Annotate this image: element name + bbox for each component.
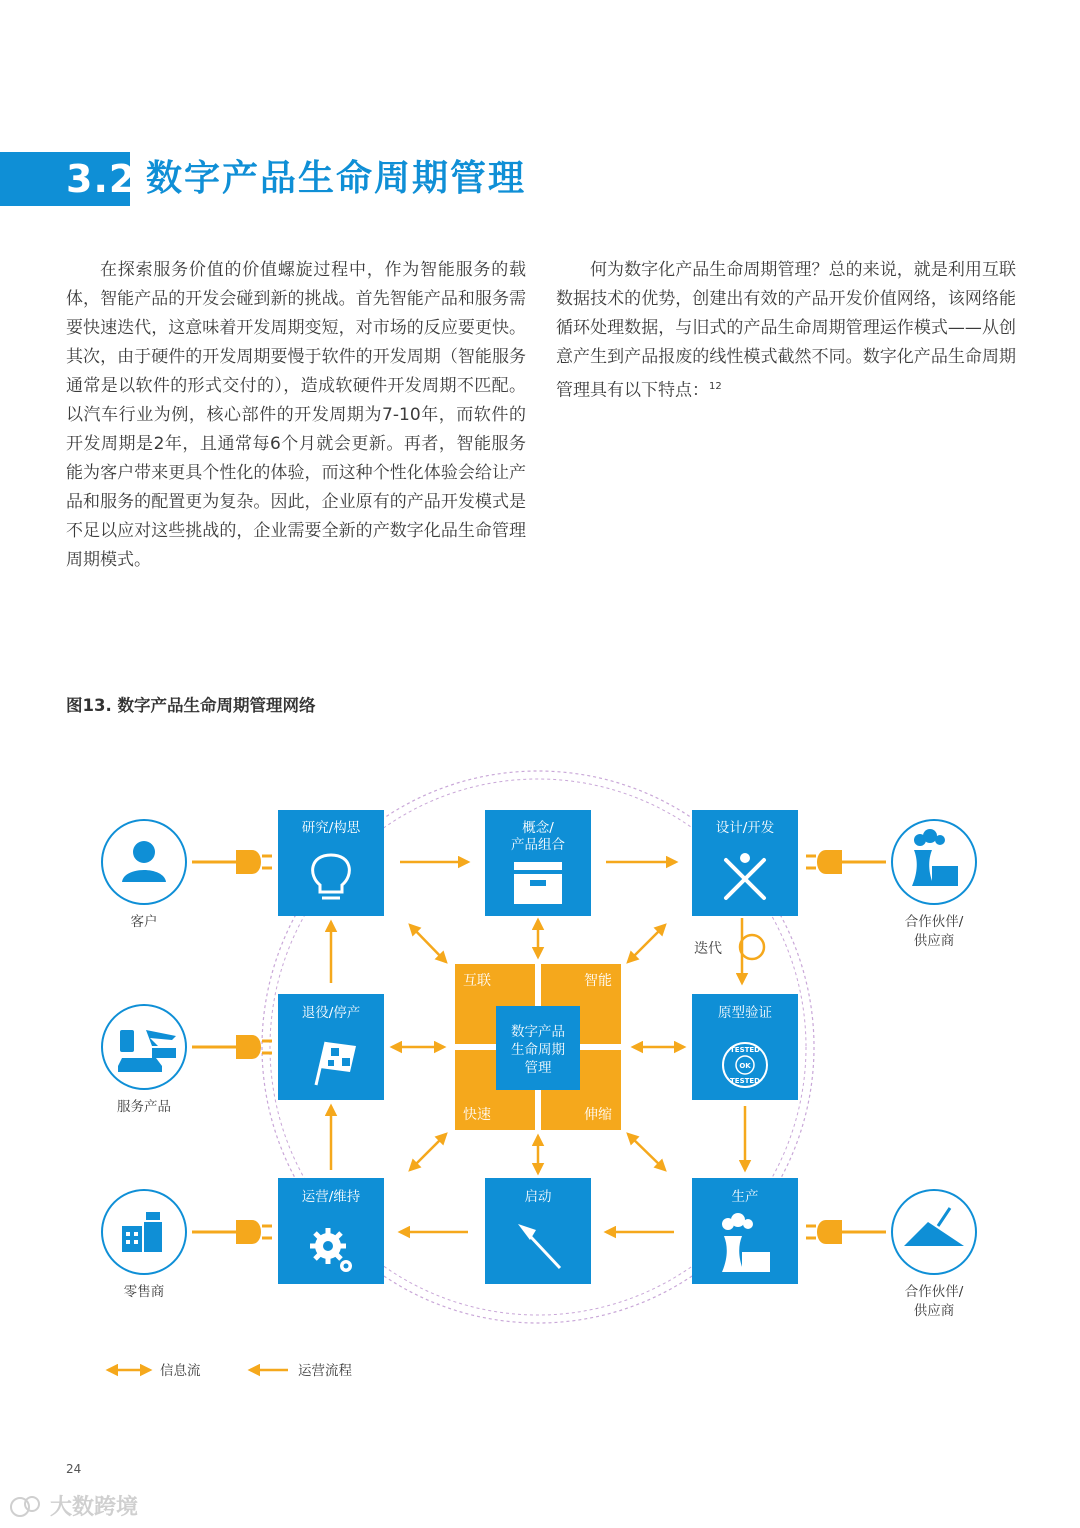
- cash-register-icon: [122, 1212, 162, 1252]
- partner-bottom-label-line1: 合作伙伴/: [904, 1284, 964, 1300]
- stage-concept-label-line1: 概念/: [522, 820, 554, 836]
- stage-prototype-label: 原型验证: [718, 1005, 772, 1021]
- plug-icon-service: [192, 1035, 272, 1059]
- stage-launch: [485, 1178, 591, 1284]
- iterate-label: 迭代: [694, 941, 722, 957]
- customer-label: 客户: [130, 914, 158, 930]
- core-fast-label: 快速: [463, 1107, 491, 1123]
- external-partner-bottom: [892, 1190, 976, 1319]
- partner-top-label-line1: 合作伙伴/: [904, 914, 964, 930]
- person-icon: [122, 841, 166, 882]
- plug-icon-retailer: [192, 1220, 272, 1244]
- stage-design-label: 设计/开发: [715, 820, 775, 836]
- stage-concept: [485, 810, 591, 916]
- file-drawer-icon: [514, 862, 562, 904]
- lifecycle-diagram: [0, 760, 1080, 1400]
- section-number: 3.2: [66, 157, 137, 201]
- partner-bottom-label-line2: 供应商: [913, 1303, 955, 1319]
- core-title-line3: 管理: [524, 1060, 552, 1076]
- core-connected-label: 互联: [463, 973, 491, 989]
- legend-info-flow-label: 信息流: [160, 1363, 201, 1379]
- page-number: 24: [66, 1462, 82, 1476]
- stage-retire-label: 退役/停产: [301, 1005, 361, 1021]
- info-arrow-operate: [410, 1134, 446, 1170]
- core-title-line1: 数字产品: [511, 1024, 565, 1040]
- section-title: 数字产品生命周期管理: [146, 158, 527, 199]
- tested-stamp-bottom: TESTED: [730, 1077, 760, 1085]
- external-retailer: [102, 1190, 186, 1300]
- body-paragraph-right-text: 何为数字化产品生命周期管理？总的来说，就是利用互联数据技术的优势，创建出有效的产品开发价值网络，该网络能循环处理数据，与旧式的产品生命周期管理运作模式——从创意产生到产品报废的线性模式截然不同。数字化产品生命周期管理具有以下特点：: [556, 260, 1016, 401]
- stage-research: [278, 810, 384, 916]
- stage-operate: [278, 1178, 384, 1284]
- body-paragraph-left: [66, 256, 526, 575]
- stage-research-label: 研究/构思: [301, 820, 361, 836]
- core-scalable-label: 伸缩: [584, 1107, 612, 1123]
- mining-pile-icon: [904, 1208, 964, 1246]
- partner-top-label-line2: 供应商: [913, 933, 955, 949]
- figure-title: 图13. 数字产品生命周期管理网络: [66, 696, 316, 715]
- info-arrow-design: [628, 925, 665, 962]
- info-arrow-research: [410, 925, 446, 962]
- stage-prototype: [692, 994, 798, 1100]
- tested-stamp-top: TESTED: [730, 1046, 760, 1054]
- stage-produce-label: 生产: [731, 1189, 759, 1205]
- external-service: [102, 1005, 186, 1115]
- external-partner-top: [892, 820, 976, 949]
- iterate-loop-icon: [740, 935, 764, 959]
- watermark-text: 大数跨境: [50, 1495, 139, 1520]
- tested-stamp-ok: OK: [739, 1062, 751, 1070]
- info-arrow-produce: [628, 1134, 665, 1170]
- plug-icon-partner-top: [806, 850, 886, 874]
- stage-retire: [278, 994, 384, 1100]
- plug-icon-customer: [192, 850, 272, 874]
- plug-icon-partner-bottom: [806, 1220, 886, 1244]
- footnote-ref: 12: [709, 381, 722, 392]
- external-customer: [102, 820, 186, 930]
- stage-launch-label: 启动: [524, 1189, 552, 1205]
- stage-concept-label-line2: 产品组合: [511, 837, 565, 853]
- core-title-line2: 生命周期: [511, 1042, 565, 1058]
- factory-smoke-icon: [912, 829, 958, 886]
- legend: [108, 1362, 352, 1379]
- body-paragraph-left-text: 在探索服务价值的价值螺旋过程中，作为智能服务的载体，智能产品的开发会碰到新的挑战。首先智能产品和服务需要快速迭代，这意味着开发周期变短，对市场的反应要更快。其次，由于硬件的开发周期要慢于软件的开发周期（智能服务通常是以软件的形式交付的），造成软硬件开发周期不匹配。以汽车行业为例，核心部件的开发周期为7-10年，而软件的开发周期是2年，且通常每6个月就会更新。再者，智能服务能为客户带来更具个性化的体验，而这种个性化体验会给让产品和服务的配置更为复杂。因此，企业原有的产品开发模式是不足以应对这些挑战的，企业需要全新的产数字化品生命管理周期模式。: [66, 260, 526, 570]
- stage-design: [692, 810, 798, 916]
- watermark-logo-icon: [8, 1492, 46, 1522]
- retailer-label: 零售商: [123, 1284, 165, 1300]
- core-smart-label: 智能: [584, 973, 612, 989]
- stage-produce: [692, 1178, 798, 1284]
- body-paragraph-right: [556, 256, 1016, 406]
- stage-operate-label: 运营/维持: [301, 1189, 361, 1205]
- service-label: 服务产品: [117, 1099, 171, 1115]
- center-core: [455, 964, 621, 1130]
- legend-ops-flow-label: 运营流程: [298, 1363, 352, 1379]
- service-products-icon: [118, 1030, 176, 1072]
